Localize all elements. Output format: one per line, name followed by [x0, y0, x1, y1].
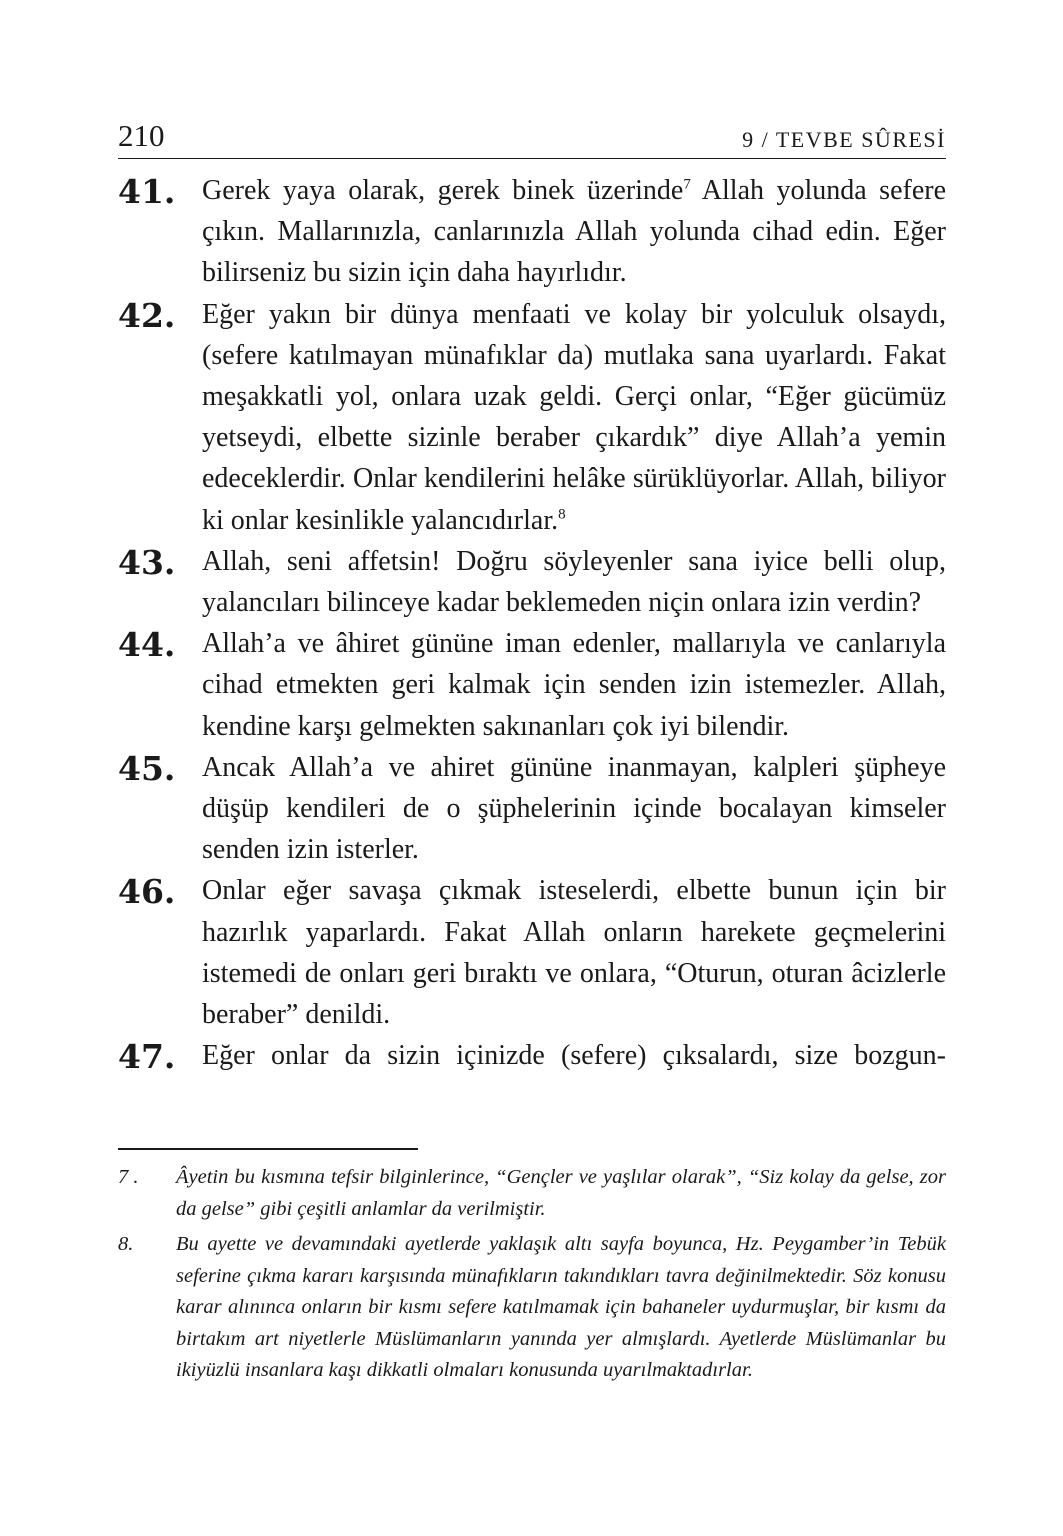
- verse-number: 41.: [118, 172, 176, 211]
- verse-46: [118, 870, 946, 1035]
- footnote-number: 8.: [118, 1233, 134, 1255]
- footnote-list: [118, 1162, 946, 1391]
- verse-text: Eğer onlar da sizin içinizde (sefere) çıksalardı, size bozgun-: [202, 1040, 946, 1072]
- verse-43: [118, 541, 946, 623]
- running-head: 9 / TEVBE SÛRESİ: [742, 127, 946, 152]
- verse-text: Onlar eğer savaşa çıkmak isteselerdi, elbette bunun için bir hazırlık yaparlardı. Fakat Allah onların harekete geçmelerini istemedi de onları geri bıraktı ve onlara, “Oturun, oturan âcizlerle beraber” denildi.: [202, 875, 946, 1031]
- verse-number: 46.: [118, 872, 176, 912]
- verse-text: Eğer yakın bir dünya menfaati ve kolay bir yolculuk olsaydı, (sefere katılmayan münafıklar da) mutlaka sana uyarlardı. Fakat meşakkatli yol, onlara uzak geldi. Gerçi onlar, “Eğer gücümüz yetseydi, elbette sizinle beraber çıkardık” diye Allah’a yemin edeceklerdir. Onlar kendilerini helâke sürüklüyorlar. Allah, biliyor ki onlar kesinlikle yalancıdırlar.$^8$: [202, 298, 946, 536]
- verse-number: 44.: [118, 625, 176, 665]
- footnote-7: [118, 1162, 946, 1225]
- page-header: [118, 118, 946, 159]
- footnote-text: Bu ayette ve devamındaki ayetlerde yaklaşık altı sayfa boyunca, Hz. Peygamber’in Tebük seferine çıkma kararı karşısında münafıkların takındıkları tavra değinilmektedir. Söz konusu karar alınınca onların bir kısmı sefere katılmamak için bahaneler uydurmuşlar, bir kısmı da birtakım art niyetlerle Müslümanların yanında yer almışlardı. Ayetlerde Müslümanlar bu ikiyüzlü insanlara kaşı dikkatli olmaları konusunda uyarılmaktadırlar.: [176, 1233, 946, 1381]
- footnote-text: Âyetin bu kısmına tefsir bilginlerince, “Gençler ve yaşlılar olarak”, “Siz kolay da gelse, zor da gelse” gibi çeşitli anlamlar da verilmiştir.: [176, 1166, 946, 1220]
- verse-text: Ancak Allah’a ve ahiret gününe inanmayan, kalpleri şüpheye düşüp kendileri de o şüphelerinin içinde bocalayan kimseler senden izin isterler.: [202, 751, 946, 866]
- verse-text: Gerek yaya olarak, gerek binek üzerinde$^7$ Allah yolunda sefere çıkın. Mallarınızla, canlarınızla Allah yolunda cihad edin. Eğer bilirseniz bu sizin için daha hayırlıdır.: [202, 175, 946, 289]
- verse-number: 42.: [118, 295, 176, 335]
- verse-47: [118, 1035, 946, 1076]
- verse-number: 47.: [118, 1037, 176, 1077]
- verse-45: [118, 747, 946, 871]
- verse-44: [118, 623, 946, 747]
- footnote-8: [118, 1229, 946, 1387]
- footnote-ref: 8: [558, 506, 566, 523]
- page-number: 210: [118, 118, 165, 153]
- verse-text: Allah’a ve âhiret gününe iman edenler, mallarıyla ve canlarıyla cihad etmekten geri kalmak için senden izin istemezler. Allah, kendine karşı gelmekten sakınanları çok iyi bilendir.: [202, 628, 946, 742]
- verse-text: Allah, seni affetsin! Doğru söyleyenler sana iyice belli olup, yalancıları bilinceye kadar beklemeden niçin onlara izin verdin?: [202, 545, 946, 619]
- verse-list: [118, 170, 946, 1076]
- footnote-number: 7 .: [118, 1166, 139, 1188]
- verse-number: 43.: [118, 542, 176, 582]
- verse-number: 45.: [118, 748, 176, 788]
- footnote-divider: [118, 1148, 418, 1150]
- verse-42: [118, 294, 946, 541]
- footnote-ref: 7: [683, 176, 691, 193]
- verse-41: [118, 170, 946, 294]
